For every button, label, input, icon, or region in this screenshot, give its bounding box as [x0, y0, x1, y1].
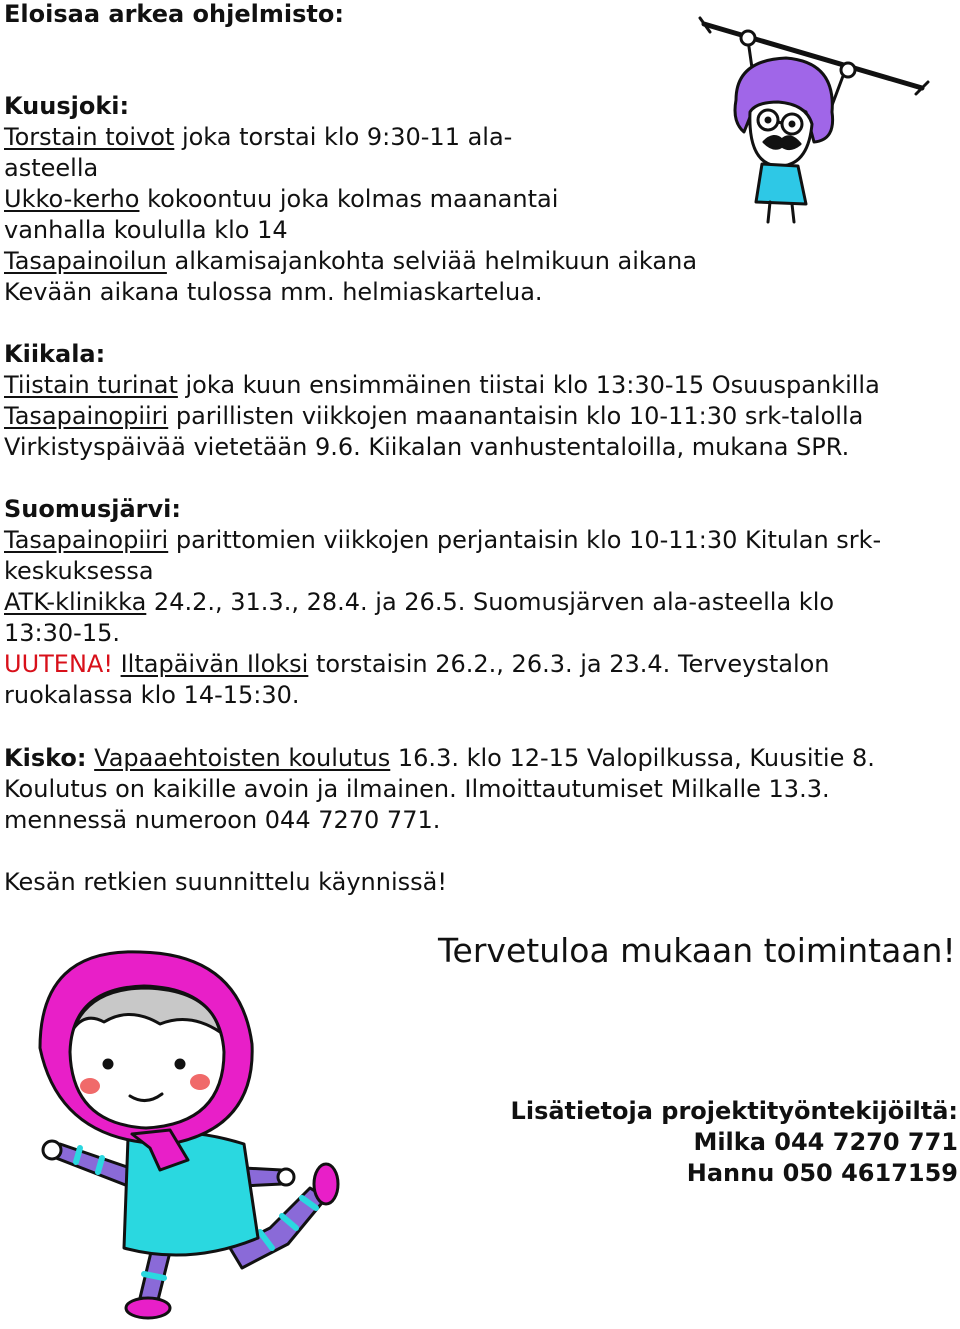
grandma-illustration — [20, 948, 340, 1324]
tiistain-turinat-link[interactable]: Tiistain turinat — [4, 371, 178, 399]
grandpa-illustration — [696, 12, 932, 224]
iltapaivan-iloksi-link[interactable]: Iltapäivän Iloksi — [120, 650, 309, 678]
suomusjarvi-line-3: UUTENA! Iltapäivän Iloksi torstaisin 26.2., 26.3. ja 23.4. Terveystalon — [4, 650, 830, 678]
suomusjarvi-heading: Suomusjärvi: — [4, 495, 181, 523]
contact-hannu: Hannu 050 4617159 — [686, 1159, 958, 1187]
kisko-line-1: Kisko: Vapaaehtoisten koulutus 16.3. klo 12-15 Valopilkussa, Kuusitie 8. — [4, 744, 875, 772]
kiikala-line-1: Tiistain turinat joka kuun ensimmäinen tiistai klo 13:30-15 Osuuspankilla — [4, 371, 880, 399]
suomusjarvi-line-2: ATK-klinikka 24.2., 31.3., 28.4. ja 26.5. Suomusjärven ala-asteella klo — [4, 588, 835, 616]
torstain-toivot-link[interactable]: Torstain toivot — [4, 123, 175, 151]
welcome-message: Tervetuloa mukaan toimintaan! — [438, 931, 956, 970]
kuusjoki-line-1b: asteella — [4, 154, 99, 182]
kiikala-line-2: Tasapainopiiri parillisten viikkojen maanantaisin klo 10-11:30 srk-talolla — [4, 402, 864, 430]
vapaaehtoisten-koulutus-link[interactable]: Vapaaehtoisten koulutus — [94, 744, 391, 772]
ukko-kerho-link[interactable]: Ukko-kerho — [4, 185, 140, 213]
kuusjoki-line-4: Kevään aikana tulossa mm. helmiaskartelua. — [4, 278, 543, 306]
kiikala-heading: Kiikala: — [4, 340, 106, 368]
suomusjarvi-line-1: Tasapainopiiri parittomien viikkojen perjantaisin klo 10-11:30 Kitulan srk- — [4, 526, 882, 554]
kisko-line-2: Koulutus on kaikille avoin ja ilmainen. Ilmoittautumiset Milkalle 13.3. — [4, 775, 830, 803]
contact-milka: Milka 044 7270 771 — [693, 1128, 958, 1156]
kisko-heading: Kisko: — [4, 744, 87, 772]
contact-block — [511, 1096, 958, 1189]
kiikala-tasapainopiiri-link[interactable]: Tasapainopiiri — [4, 402, 169, 430]
suomusjarvi-line-2b: 13:30-15. — [4, 619, 120, 647]
atk-klinikka-link[interactable]: ATK-klinikka — [4, 588, 147, 616]
kiikala-line-3: Virkistyspäivää vietetään 9.6. Kiikalan vanhustentaloilla, mukana SPR. — [4, 433, 850, 461]
tasapainoilun-link[interactable]: Tasapainoilun — [4, 247, 167, 275]
kisko-line-3: mennessä numeroon 044 7270 771. — [4, 806, 441, 834]
suomusjarvi-line-1b: keskuksessa — [4, 557, 154, 585]
new-label: UUTENA! — [4, 650, 113, 678]
suomusjarvi-line-3b: ruokalassa klo 14-15:30. — [4, 681, 300, 709]
kuusjoki-heading: Kuusjoki: — [4, 92, 130, 120]
summer-trips-note: Kesän retkien suunnittelu käynnissä! — [4, 868, 447, 896]
page-title: Eloisaa arkea ohjelmisto: — [4, 0, 344, 28]
kuusjoki-line-1: Torstain toivot joka torstai klo 9:30-11 ala- — [4, 123, 513, 151]
contact-heading: Lisätietoja projektityöntekijöiltä: — [510, 1097, 958, 1125]
kuusjoki-line-2b: vanhalla koululla klo 14 — [4, 216, 288, 244]
kuusjoki-line-3: Tasapainoilun alkamisajankohta selviää helmikuun aikana — [4, 247, 698, 275]
kuusjoki-line-2: Ukko-kerho kokoontuu joka kolmas maanantai — [4, 185, 559, 213]
suomusjarvi-tasapainopiiri-link[interactable]: Tasapainopiiri — [4, 526, 169, 554]
